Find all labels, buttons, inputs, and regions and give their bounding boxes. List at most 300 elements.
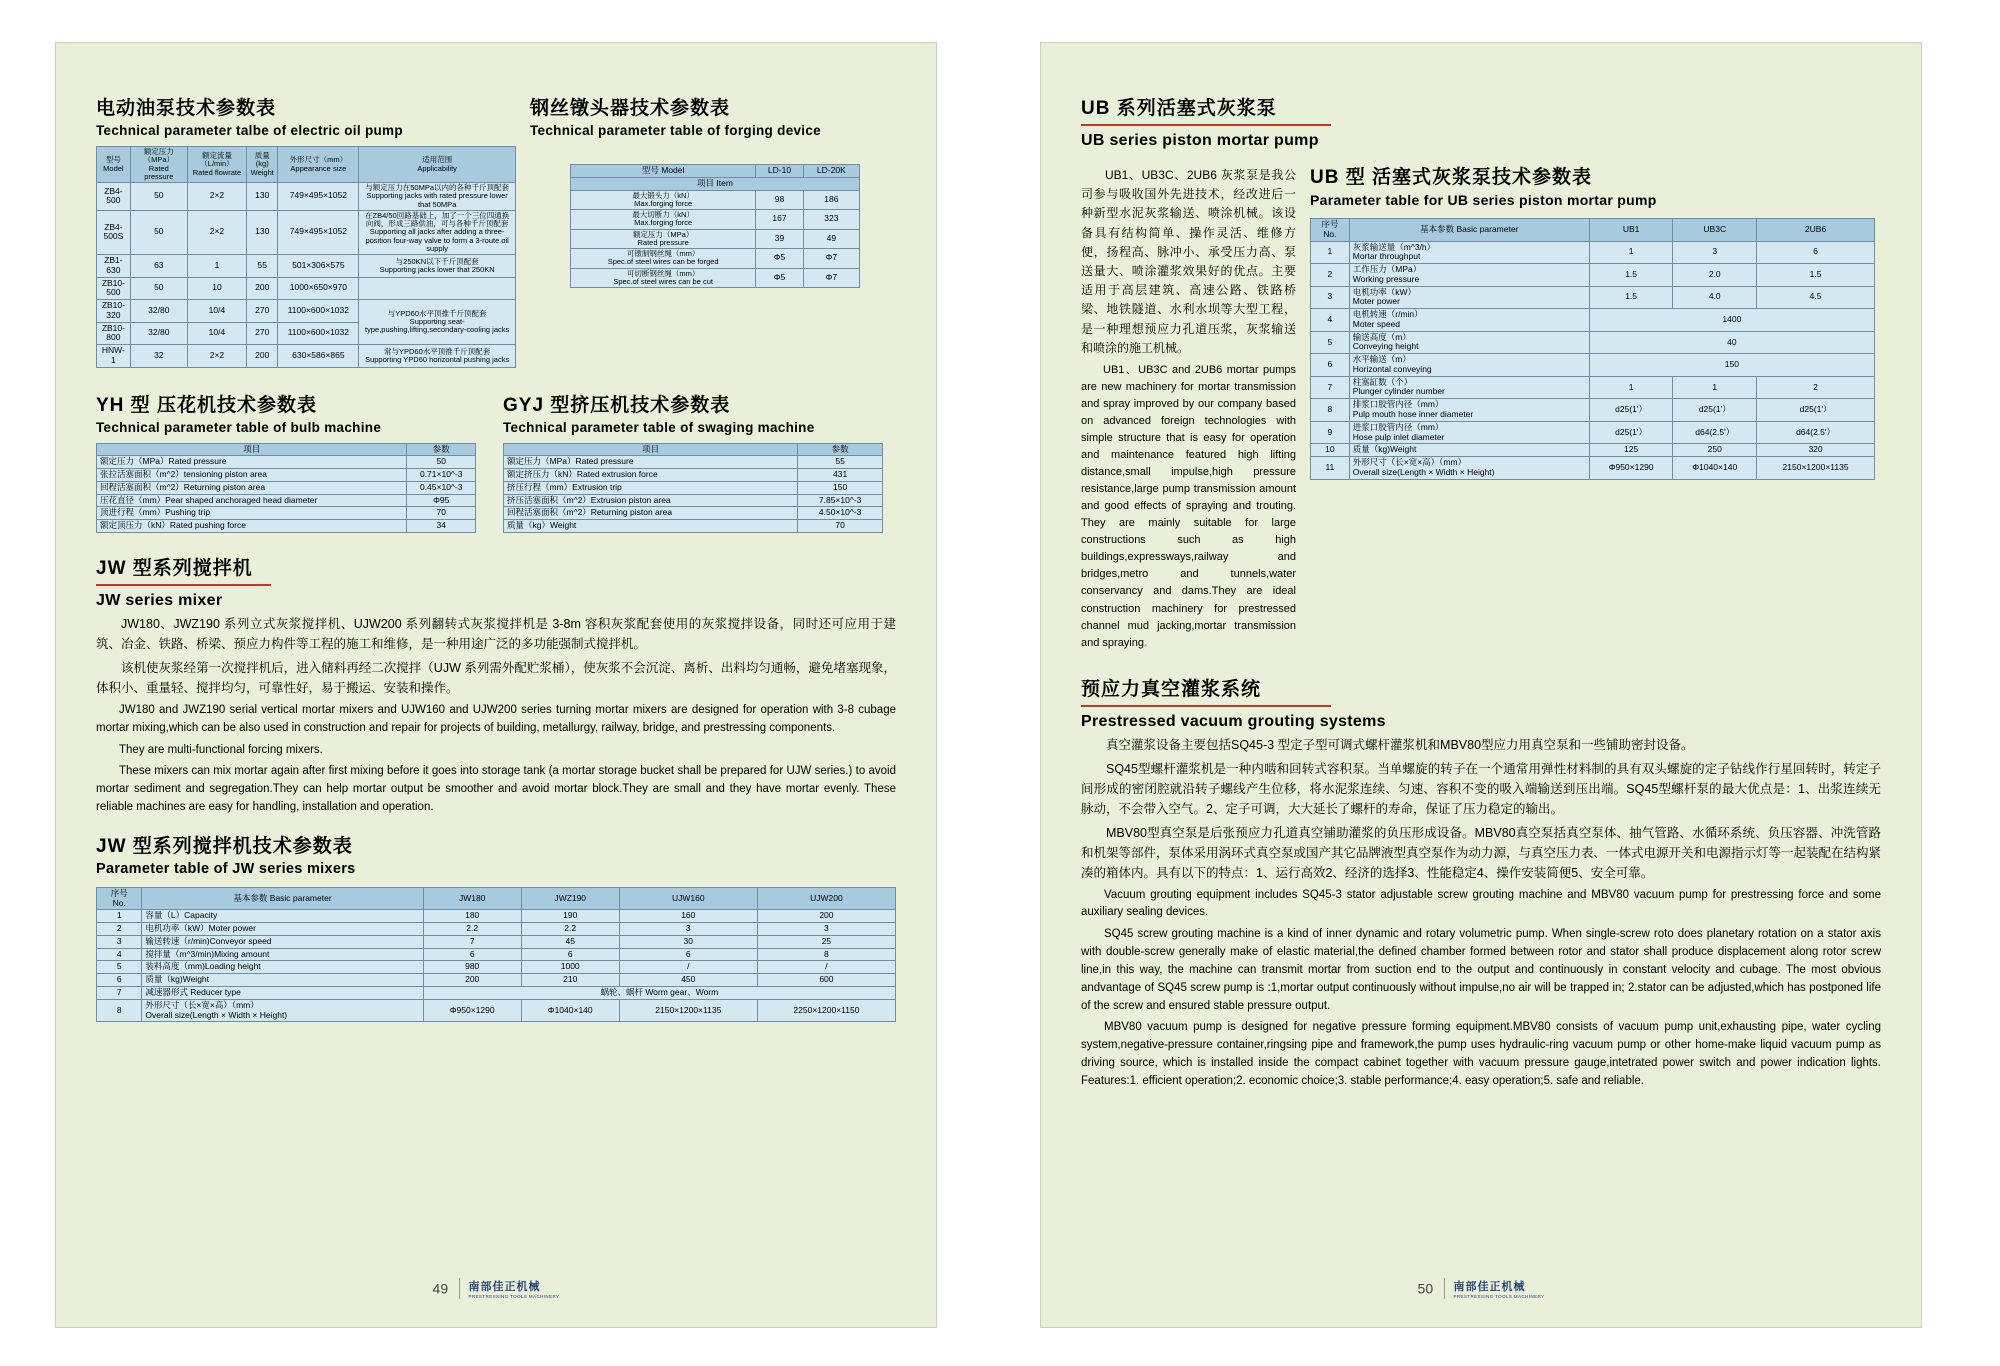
table-cell: 输送高度（m） Conveying height bbox=[1349, 331, 1589, 354]
table-cell: 167 bbox=[756, 210, 803, 230]
table-cell: d25(1'） bbox=[1589, 399, 1673, 422]
table-row bbox=[97, 277, 516, 300]
table-cell: 电机转速（r/min） Moter speed bbox=[1349, 309, 1589, 332]
jw-paragraph-cn-2: 该机使灰浆经第一次搅拌机后，进入储料再经二次搅拌（UJW 系列需外配贮浆桶），使灰浆不会沉淀、离析、出料均匀通畅，避免堵塞现象，体积小、重量轻、搅拌均匀，可靠性好，易于搬运、安装和操作。 bbox=[96, 661, 896, 696]
bulb-block bbox=[96, 390, 489, 533]
table-cell: 额定压力（MPa）Rated pressure bbox=[97, 456, 407, 469]
table-cell: 项目 Item bbox=[571, 177, 860, 190]
table-cell: 输送转速（r/min)Conveyor speed bbox=[142, 935, 423, 948]
table-row bbox=[504, 481, 883, 494]
table-cell: 1.5 bbox=[1757, 264, 1875, 287]
table-cell: 749×495×1052 bbox=[278, 183, 359, 211]
vacuum-paragraph-cn-1: 真空灌浆设备主要包括SQ45-3 型定子型可调式螺杆灌浆机和MBV80型应力用真空泵和一些铺助密封设备。 bbox=[1106, 737, 1694, 752]
table-row bbox=[97, 507, 476, 520]
table-cell: 1.5 bbox=[1589, 286, 1673, 309]
table-row bbox=[97, 999, 896, 1022]
table-cell: 10/4 bbox=[187, 322, 246, 345]
table-cell: UJW160 bbox=[619, 887, 757, 910]
table-cell: 基本参数 Basic parameter bbox=[142, 887, 423, 910]
table-row bbox=[1311, 399, 1875, 422]
table-cell: 外形尺寸（mm）Appearance size bbox=[278, 147, 359, 183]
table-cell: 320 bbox=[1757, 444, 1875, 457]
table-cell: 序号 No. bbox=[1311, 219, 1350, 242]
table-row bbox=[1311, 264, 1875, 287]
table-cell: 型号 Model bbox=[571, 165, 756, 178]
table-cell: 10/4 bbox=[187, 300, 246, 323]
vacuum-title-rule bbox=[1081, 705, 1331, 707]
oil-pump-title-cn: 电动油泵技术参数表 bbox=[96, 98, 277, 119]
table-cell: 额定顶压力（kN）Rated pushing force bbox=[97, 520, 407, 533]
table-cell: UJW200 bbox=[757, 887, 895, 910]
table-cell: 39 bbox=[756, 229, 803, 249]
table-cell: 与250KN以下千斤顶配套 Supporting jacks lower that 250KN bbox=[359, 255, 516, 278]
footer-right bbox=[1041, 1278, 1921, 1299]
table-cell: 270 bbox=[247, 300, 278, 323]
table-cell: 1100×600×1032 bbox=[278, 300, 359, 323]
jw-table-title-en: Parameter table of JW series mixers bbox=[96, 860, 356, 877]
vacuum-paragraph-cn-3: MBV80型真空泵是后张预应力孔道真空铺助灌浆的负压形成设备。MBV80真空泵括真空泵体、抽气管路、水循环系统、负压容器、冲洗管路和机架等部件，泵体采用涡环式真空泵或国产其它品牌液型真空泵作为动力源，与真空压力表、一体式电源开关和电源指示灯等一起装配在结构紧凑的箱体内。具有以下的特点：1、运行高效2、经济的选择3、性能稳定4、操作安装简便5、安全可靠。 bbox=[1081, 825, 1882, 880]
table-cell: 1 bbox=[1673, 376, 1757, 399]
table-cell: 1000 bbox=[521, 961, 619, 974]
page-left bbox=[55, 42, 937, 1328]
table-cell: 40 bbox=[1589, 331, 1874, 354]
table-cell: 160 bbox=[619, 910, 757, 923]
table-cell: 55 bbox=[798, 456, 883, 469]
table-cell: 3 bbox=[757, 923, 895, 936]
ub-table-column bbox=[1310, 162, 1875, 656]
table-row bbox=[504, 494, 883, 507]
table-cell: 49 bbox=[803, 229, 859, 249]
table-row bbox=[97, 520, 476, 533]
table-cell: 可镦制钢丝绳（mm） Spec.of steel wires can be forged bbox=[571, 249, 756, 269]
table-row bbox=[97, 494, 476, 507]
table-row bbox=[97, 987, 896, 1000]
table-row bbox=[571, 190, 860, 210]
table-cell: 4.0 bbox=[1673, 286, 1757, 309]
swage-block bbox=[503, 390, 896, 533]
table-cell: 431 bbox=[798, 469, 883, 482]
table-row bbox=[97, 935, 896, 948]
table-cell: 额定挤压力（kN）Rated extrusion force bbox=[504, 469, 798, 482]
table-cell: 2.2 bbox=[521, 923, 619, 936]
table-row bbox=[97, 948, 896, 961]
table-cell: Φ5 bbox=[756, 249, 803, 269]
table-cell: 序号 No. bbox=[97, 887, 142, 910]
table-cell: 749×495×1052 bbox=[278, 210, 359, 254]
table-cell: 2 bbox=[1757, 376, 1875, 399]
table-cell: 电机功率（kW） Moter power bbox=[1349, 286, 1589, 309]
table-cell: 501×306×575 bbox=[278, 255, 359, 278]
table-cell: ZB10-800 bbox=[97, 322, 131, 345]
table-cell: 灰浆输送量（m^3/h） Mortar throughput bbox=[1349, 241, 1589, 264]
table-cell: 项目 bbox=[97, 443, 407, 456]
table-row bbox=[97, 469, 476, 482]
table-cell: 4 bbox=[1311, 309, 1350, 332]
table-cell: d25(1'） bbox=[1757, 399, 1875, 422]
swage-table bbox=[503, 443, 883, 533]
table-cell: JW180 bbox=[423, 887, 521, 910]
table-cell: 6 bbox=[423, 948, 521, 961]
table-cell: 2×2 bbox=[187, 210, 246, 254]
jw-paragraph-en-2: They are multi-functional forcing mixers. bbox=[119, 743, 323, 756]
table-row bbox=[1311, 331, 1875, 354]
table-row bbox=[97, 210, 516, 254]
table-cell: 排浆口胶管内径（mm） Pulp mouth hose inner diameter bbox=[1349, 399, 1589, 422]
table-cell: 项目 bbox=[504, 443, 798, 456]
table-cell: 32/80 bbox=[130, 300, 187, 323]
table-row bbox=[1311, 241, 1875, 264]
table-cell: d64(2.5'） bbox=[1757, 421, 1875, 444]
vacuum-title-en: Prestressed vacuum grouting systems bbox=[1081, 712, 1386, 730]
table-cell: 63 bbox=[130, 255, 187, 278]
table-row bbox=[1311, 444, 1875, 457]
ub-parameter-table bbox=[1310, 218, 1875, 480]
table-row bbox=[1311, 309, 1875, 332]
table-row bbox=[97, 961, 896, 974]
table-cell: 外形尺寸（长×宽×高）（mm） Overall size(Length × Width × Height) bbox=[142, 999, 423, 1022]
table-cell: 1 bbox=[1589, 241, 1673, 264]
table-cell: LD-10 bbox=[756, 165, 803, 178]
table-cell: 可切断钢丝绳（mm） Spec.of steel wires can be cut bbox=[571, 268, 756, 288]
ub-title-rule bbox=[1081, 124, 1331, 126]
table-cell: 1100×600×1032 bbox=[278, 322, 359, 345]
table-cell: 2250×1200×1150 bbox=[757, 999, 895, 1022]
table-cell: 125 bbox=[1589, 444, 1673, 457]
forging-table bbox=[570, 164, 860, 288]
table-cell: 与额定压力在50MPa以内的各种千斤顶配套 Supporting jacks with rated pressure lower that 50MPa bbox=[359, 183, 516, 211]
table-cell: 11 bbox=[1311, 457, 1350, 480]
table-cell: 顶进行程（mm）Pushing trip bbox=[97, 507, 407, 520]
vacuum-paragraph-en-2: SQ45 screw grouting machine is a kind of inner dynamic and rotary volumetric pump. When single-screw roto does planetary rotation on a stator axis with double-screw generally make of elastic material,the defined chamber formed between rotor and stator shall produce displacement along rotor screw line,in this way, the machine can transmit mortar from suction end to the output and continuously in constant velocity and cubage. The most obvious andvantage of SQ45 screw pump is :1,mortar output continuously without impulse,no air will be trapped in; 2.stator can be adjusted,which has postponed life of the screw and ensured stable pressure output. bbox=[1081, 928, 1881, 1012]
ub-section-header bbox=[1081, 93, 1881, 150]
page-number-left: 49 bbox=[432, 1280, 449, 1297]
table-cell: 与YPD60水平顶推千斤顶配套 Supporting seat-type,pushing,lifting,secondary-cooling jacks bbox=[359, 300, 516, 345]
table-row bbox=[97, 456, 476, 469]
top-tables-row bbox=[96, 93, 896, 368]
table-cell: 1.5 bbox=[1589, 264, 1673, 287]
forging-block bbox=[530, 93, 896, 368]
table-cell: 质量(kg) Weight bbox=[247, 147, 278, 183]
table-row bbox=[97, 481, 476, 494]
table-cell: 张拉活塞面积（m^2）tensioning piston area bbox=[97, 469, 407, 482]
table-cell: 搅拌量（m^3/min)Mixing amount bbox=[142, 948, 423, 961]
table-cell: 工作压力（MPa） Working pressure bbox=[1349, 264, 1589, 287]
bulb-table bbox=[96, 443, 476, 533]
table-cell: 7 bbox=[423, 935, 521, 948]
table-cell: 2150×1200×1135 bbox=[1757, 457, 1875, 480]
table-cell: 回程活塞面积（m^2）Returning piston area bbox=[97, 481, 407, 494]
table-row bbox=[571, 229, 860, 249]
table-cell: 2UB6 bbox=[1757, 219, 1875, 242]
table-cell: 水平输送（m） Horizontal conveying bbox=[1349, 354, 1589, 377]
table-cell: 1000×650×970 bbox=[278, 277, 359, 300]
table-cell: 186 bbox=[803, 190, 859, 210]
vacuum-section bbox=[1081, 674, 1881, 1091]
table-cell: 减速器形式 Reducer type bbox=[142, 987, 423, 1000]
table-cell: 1 bbox=[1589, 376, 1673, 399]
bulb-title-cn: YH 型 压花机技术参数表 bbox=[96, 394, 317, 416]
table-cell: ZB4-500 bbox=[97, 183, 131, 211]
table-cell: 0.45×10^-3 bbox=[407, 481, 476, 494]
table-cell: 190 bbox=[521, 910, 619, 923]
table-cell: 2 bbox=[1311, 264, 1350, 287]
table-cell: 8 bbox=[1311, 399, 1350, 422]
table-cell: Φ5 bbox=[756, 268, 803, 288]
table-cell: 10 bbox=[1311, 444, 1350, 457]
table-cell: UB3C bbox=[1673, 219, 1757, 242]
table-cell: 200 bbox=[423, 974, 521, 987]
table-cell: 蜗轮、蜗杆 Worm gear、Worm bbox=[423, 987, 895, 1000]
table-row bbox=[504, 456, 883, 469]
jw-title-rule bbox=[96, 584, 271, 586]
table-row bbox=[97, 345, 516, 368]
table-row bbox=[97, 300, 516, 323]
table-cell: 210 bbox=[521, 974, 619, 987]
table-cell: 2 bbox=[97, 923, 142, 936]
table-row bbox=[1311, 354, 1875, 377]
table-cell: 2.0 bbox=[1673, 264, 1757, 287]
table-cell: 回程活塞面积（m^2）Returning piston area bbox=[504, 507, 798, 520]
table-cell: 150 bbox=[798, 481, 883, 494]
swage-title-cn: GYJ 型挤压机技术参数表 bbox=[503, 394, 731, 416]
table-row bbox=[1311, 421, 1875, 444]
table-cell: 200 bbox=[247, 345, 278, 368]
table-row bbox=[1311, 286, 1875, 309]
company-logo-left bbox=[459, 1278, 559, 1299]
table-header-row bbox=[97, 147, 516, 183]
table-header-row bbox=[1311, 219, 1875, 242]
table-cell: ZB10-320 bbox=[97, 300, 131, 323]
table-cell: 200 bbox=[247, 277, 278, 300]
table-row bbox=[97, 183, 516, 211]
oil-pump-block bbox=[96, 93, 516, 368]
table-cell: 0.71×10^-3 bbox=[407, 469, 476, 482]
table-cell: 最大切断力（kN） Max.forging force bbox=[571, 210, 756, 230]
table-cell: 6 bbox=[1757, 241, 1875, 264]
table-cell: 45 bbox=[521, 935, 619, 948]
table-cell: 9 bbox=[1311, 421, 1350, 444]
table-cell: 150 bbox=[1589, 354, 1874, 377]
vacuum-paragraph-en-1: Vacuum grouting equipment includes SQ45-3 stator adjustable screw grouting machine and MBV80 vacuum pump for prestressing force and some auxiliary sealing devices. bbox=[1081, 888, 1881, 919]
table-cell: d64(2.5'） bbox=[1673, 421, 1757, 444]
table-cell: 最大锻头力（kN） Max.forging force bbox=[571, 190, 756, 210]
table-cell: Φ1040×140 bbox=[1673, 457, 1757, 480]
footer-left bbox=[56, 1278, 936, 1299]
table-cell: ZB4-500S bbox=[97, 210, 131, 254]
jw-paragraph-en-1: JW180 and JWZ190 serial vertical mortar mixers and UJW160 and UJW200 series turning mortar mixers are designed for operation with 3-8 cubage mortar mixing,which can be also used in construction and repair for projects of building, metallurgy, railway, bridge, and prestressing components. bbox=[96, 704, 896, 734]
table-cell: 180 bbox=[423, 910, 521, 923]
table-cell: d25(1'） bbox=[1589, 421, 1673, 444]
vacuum-paragraph-cn-2: SQ45型螺杆灌浆机是一种内啮和回转式容积泵。当单螺旋的转子在一个通常用弹性材料制的具有双头螺旋的定子钻线作行星回转时，转定子间形成的密闭腔就沿转子螺线产生位移，将水泥浆连续、匀速、容积不变的吸入端输送到压出端。SQ45型螺杆泵的最大优点是：1、出浆连续无脉动，不会带入空气。2、定子可调，大大延长了螺杆的寿命，保证了压力稳定的输出。 bbox=[1081, 761, 1881, 816]
table-cell: HNW-1 bbox=[97, 345, 131, 368]
ub-text-column bbox=[1081, 162, 1296, 656]
jw-mixer-section bbox=[96, 553, 896, 817]
table-cell: 600 bbox=[757, 974, 895, 987]
table-cell: 32/80 bbox=[130, 322, 187, 345]
table-cell: Φ7 bbox=[803, 268, 859, 288]
logo-line2-right: PRESTRESSING TOOLS MACHINERY bbox=[1453, 1294, 1545, 1299]
table-cell: 980 bbox=[423, 961, 521, 974]
table-cell: 容量（L）Capacity bbox=[142, 910, 423, 923]
jw-paragraph-cn-1: JW180、JWZ190 系列立式灰浆搅拌机、UJW200 系列翻转式灰浆搅拌机是 3-8m 容积灰浆配套使用的灰浆搅拌设备，同时还可应用于建筑、冶金、铁路、桥梁、预应力构件等工程的施工和维修，是一种用途广泛的多功能强制式搅拌机。 bbox=[96, 617, 896, 652]
table-cell: 323 bbox=[803, 210, 859, 230]
table-cell: 630×586×865 bbox=[278, 345, 359, 368]
table-cell: 50 bbox=[130, 277, 187, 300]
table-cell: 质量（kg)Weight bbox=[1349, 444, 1589, 457]
table-cell: 柱塞缸数（个） Plunger cylinder number bbox=[1349, 376, 1589, 399]
ub-table-title-cn: UB 型 活塞式灰浆泵技术参数表 bbox=[1310, 167, 1593, 188]
table-row bbox=[571, 268, 860, 288]
jw-title-cn: JW 型系列搅拌机 bbox=[96, 558, 253, 580]
table-cell: 55 bbox=[247, 255, 278, 278]
table-cell: 7 bbox=[97, 987, 142, 1000]
table-cell: 额定流量（L/min）Rated flowrate bbox=[187, 147, 246, 183]
table-cell: 6 bbox=[97, 974, 142, 987]
table-cell: 4.5 bbox=[1757, 286, 1875, 309]
table-header-row bbox=[97, 443, 476, 456]
table-cell: 挤压行程（mm）Extrusion trip bbox=[504, 481, 798, 494]
table-cell: 4.50×10^-3 bbox=[798, 507, 883, 520]
table-cell: 6 bbox=[1311, 354, 1350, 377]
table-cell: 1 bbox=[97, 910, 142, 923]
oil-pump-table bbox=[96, 146, 516, 368]
ub-content-row bbox=[1081, 162, 1881, 656]
table-cell: 30 bbox=[619, 935, 757, 948]
company-logo-right bbox=[1444, 1278, 1544, 1299]
table-row bbox=[1311, 376, 1875, 399]
table-cell: 基本参数 Basic parameter bbox=[1349, 219, 1589, 242]
table-cell: 额定压力（MPa） Rated pressure bbox=[571, 229, 756, 249]
table-cell: 参数 bbox=[798, 443, 883, 456]
table-cell: 常与YPD60水平顶推千斤顶配套 Supporting YPD60 horizontal pushing jacks bbox=[359, 345, 516, 368]
table-cell: / bbox=[757, 961, 895, 974]
table-cell: 5 bbox=[1311, 331, 1350, 354]
logo-line2-left: PRESTRESSING TOOLS MACHINERY bbox=[468, 1294, 560, 1299]
table-cell: 电机功率（kW）Moter power bbox=[142, 923, 423, 936]
table-cell: 外形尺寸（长×宽×高）（mm） Overall size(Length × Width × Height) bbox=[1349, 457, 1589, 480]
ub-paragraph-cn: UB1、UB3C、2UB6 灰浆泵是我公司参与吸收国外先进技术，经改进后一种新型水泥灰浆输送、喷涂机械。该设备具有结构简单、操作灵活、维修方便，扬程高、脉冲小、承受压力高、泵送量大、喷涂灌浆效果好的优点。主要适用于高层建筑、高速公路、铁路桥梁、地铁隧道、水利水坝等大型工程，是一种理想预应力孔道压浆，灰浆输送和喷涂的施工机械。 bbox=[1081, 168, 1296, 355]
table-cell: 34 bbox=[407, 520, 476, 533]
table-cell: 70 bbox=[407, 507, 476, 520]
ub-title-en: UB series piston mortar pump bbox=[1081, 132, 1319, 149]
bulb-title-en: Technical parameter table of bulb machine bbox=[96, 419, 382, 435]
table-cell: Φ1040×140 bbox=[521, 999, 619, 1022]
table-cell: 参数 bbox=[407, 443, 476, 456]
table-cell: 质量（kg）Weight bbox=[504, 520, 798, 533]
table-cell: 2.2 bbox=[423, 923, 521, 936]
table-cell: 1400 bbox=[1589, 309, 1874, 332]
table-cell: 1 bbox=[187, 255, 246, 278]
table-cell: Φ7 bbox=[803, 249, 859, 269]
table-cell: 额定压力（MPa）Rated pressure bbox=[504, 456, 798, 469]
ub-paragraph-en: UB1、UB3C and 2UB6 mortar pumps are new machinery for mortar transmission and spray improved by our company based on advanced foreign technologies with simple structure that is easy for operation and maintenance featured high lifting distance,small impulse,high pressure resistance,large pump transmission amount and good effects of spraying and trouting. They are mainly suitable for large constructions such as high buildings,expressways,railway and bridges,metro and tunnels,water conservancy and dams.They are ideal construction machinery for prestressed channel mud jacking,mortar transmission and spraying. bbox=[1081, 363, 1296, 649]
table-row bbox=[97, 255, 516, 278]
table-cell: 质量（kg)Weight bbox=[142, 974, 423, 987]
table-cell: LD-20K bbox=[803, 165, 859, 178]
ub-table-title-en: Parameter table for UB series piston mortar pump bbox=[1310, 192, 1657, 208]
table-row bbox=[97, 923, 896, 936]
table-header-row bbox=[571, 165, 860, 178]
forging-title-cn: 钢丝镦头器技术参数表 bbox=[530, 98, 731, 119]
table-cell: 额定压力（MPa）Rated pressure bbox=[130, 147, 187, 183]
table-cell: 7 bbox=[1311, 376, 1350, 399]
table-cell: 50 bbox=[407, 456, 476, 469]
table-cell: 3 bbox=[97, 935, 142, 948]
table-cell: 450 bbox=[619, 974, 757, 987]
table-row bbox=[571, 210, 860, 230]
table-cell: 270 bbox=[247, 322, 278, 345]
swage-title-en: Technical parameter table of swaging machine bbox=[503, 419, 815, 435]
table-cell: 32 bbox=[130, 345, 187, 368]
table-cell: 130 bbox=[247, 183, 278, 211]
jw-table-section bbox=[96, 831, 896, 1022]
table-cell: 6 bbox=[521, 948, 619, 961]
table-cell: d25(1'） bbox=[1673, 399, 1757, 422]
table-row bbox=[97, 910, 896, 923]
table-cell bbox=[359, 277, 516, 300]
logo-line1-left: 南部佳正机械 bbox=[468, 1281, 541, 1293]
table-cell: 挤压活塞面积（m^2）Extrusion piston area bbox=[504, 494, 798, 507]
mid-tables-row bbox=[96, 390, 896, 533]
table-cell: 在ZB4/50回路基础上，加了一个三位四通换向阀，形成三路供油，可与各种千斤顶配套 Supporting all jacks after adding a three-position four-way valve to form a 3-route oil supply bbox=[359, 210, 516, 254]
table-cell: Φ950×1290 bbox=[1589, 457, 1673, 480]
jw-table-title-cn: JW 型系列搅拌机技术参数表 bbox=[96, 835, 353, 857]
table-row bbox=[504, 507, 883, 520]
table-cell: Φ95 bbox=[407, 494, 476, 507]
vacuum-title-cn: 预应力真空灌浆系统 bbox=[1081, 678, 1262, 700]
table-cell: 50 bbox=[130, 210, 187, 254]
table-cell: 2150×1200×1135 bbox=[619, 999, 757, 1022]
table-cell: 10 bbox=[187, 277, 246, 300]
table-cell: 50 bbox=[130, 183, 187, 211]
table-header-row bbox=[504, 443, 883, 456]
table-cell: 2×2 bbox=[187, 345, 246, 368]
table-cell: 3 bbox=[1673, 241, 1757, 264]
table-cell: 1 bbox=[1311, 241, 1350, 264]
forging-title-en: Technical parameter table of forging device bbox=[530, 123, 821, 138]
table-cell: 25 bbox=[757, 935, 895, 948]
jw-parameter-table bbox=[96, 887, 896, 1022]
table-cell: 5 bbox=[97, 961, 142, 974]
table-cell: 200 bbox=[757, 910, 895, 923]
table-cell: 8 bbox=[757, 948, 895, 961]
table-cell: 装料高度（mm)Loading height bbox=[142, 961, 423, 974]
table-cell: 进浆口胶管内径（mm） Hose pulp inlet diameter bbox=[1349, 421, 1589, 444]
table-row bbox=[504, 520, 883, 533]
table-cell: ZB1-630 bbox=[97, 255, 131, 278]
table-cell: UB1 bbox=[1589, 219, 1673, 242]
logo-line1-right: 南部佳正机械 bbox=[1453, 1281, 1526, 1293]
table-cell: 6 bbox=[619, 948, 757, 961]
table-cell: 250 bbox=[1673, 444, 1757, 457]
table-cell: 70 bbox=[798, 520, 883, 533]
ub-title-cn: UB 系列活塞式灰浆泵 bbox=[1081, 98, 1277, 119]
page-number-right: 50 bbox=[1417, 1280, 1434, 1297]
table-cell: 7.85×10^-3 bbox=[798, 494, 883, 507]
vacuum-paragraph-en-3: MBV80 vacuum pump is designed for negative pressure forming equipment.MBV80 consists of vacuum pump unit,exhausting pipe, water cycling system,negative-pressure container,ringsing pipe and framework,the pump uses hydraulic-ring vacuum pump or other home-make liquid vacuum pump as driving source, which is installed inside the compact cabinet together with vacuum pressure gauge,intetrated power switch and power indication lights. Features:1. efficient operation;2. economic choice;3. stable performance;4. easy operation;5. safe and reliable. bbox=[1081, 1021, 1881, 1087]
jw-paragraph-en-3: These mixers can mix mortar again after first mixing before it goes into storage tank (a mortar storage bucket shall be prepared for UJW series.) to avoid mortar sediment and segregation.They can help mortar output be smoother and avoid mortar block.They are small and they have mortar evenly. These reliable machines are easy for handling, installation and operation. bbox=[96, 765, 896, 814]
jw-title-en: JW series mixer bbox=[96, 592, 223, 610]
table-cell: 3 bbox=[619, 923, 757, 936]
table-cell: 2×2 bbox=[187, 183, 246, 211]
table-row bbox=[504, 469, 883, 482]
table-cell: 3 bbox=[1311, 286, 1350, 309]
table-header-row bbox=[97, 887, 896, 910]
table-cell: JWZ190 bbox=[521, 887, 619, 910]
table-cell: 8 bbox=[97, 999, 142, 1022]
table-subheader-row bbox=[571, 177, 860, 190]
table-cell: 压花直径（mm）Pear shaped anchoraged head diameter bbox=[97, 494, 407, 507]
